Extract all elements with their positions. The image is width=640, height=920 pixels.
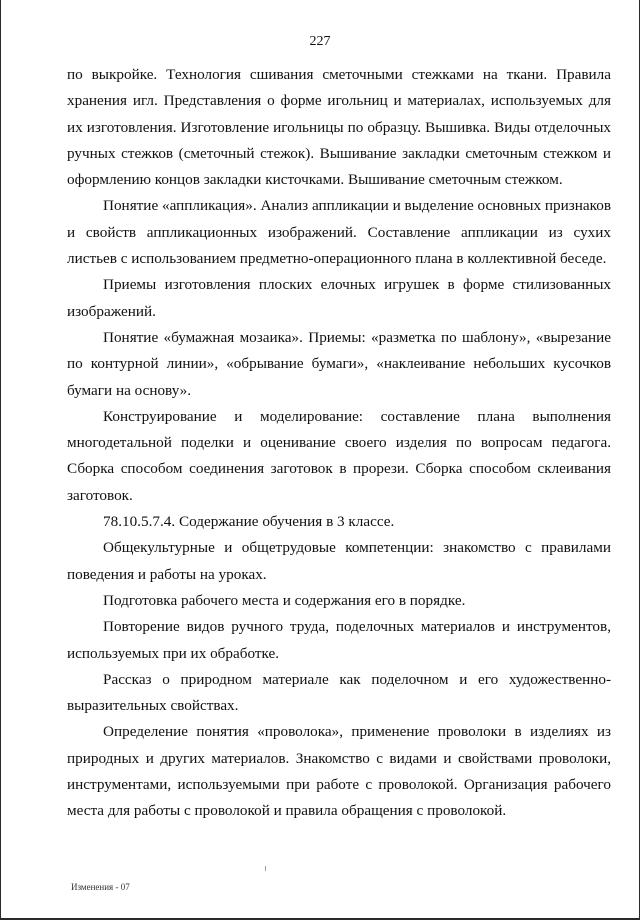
paragraph: Рассказ о природном материале как поделочном и его художественно-выразительных свойствах. <box>67 670 611 715</box>
paragraph: Общекультурные и общетрудовые компетенции: знакомство с правилами поведения и работы на уроках. <box>67 539 611 583</box>
page-number: 227 <box>309 34 331 49</box>
paragraph: по выкройке. Технология сшивания сметочными стежками на ткани. Правила хранения игл. Представления о форме игольниц и материалах, используемых для их изготовления. Изготовление игольницы по образцу. Вышивка. Виды отделочных ручных стежков (сметочный стежок). Вышивание закладки сметочным стежком и оформлению концов закладки кисточками. Вышивание сметочным стежком. <box>67 66 611 189</box>
paragraph: Повторение видов ручного труда, поделочных материалов и инструментов, используемых при их обработке. <box>67 618 611 662</box>
paragraph: Определение понятия «проволока», применение проволоки в изделиях из природных и других материалов. Знакомство с видами и свойствами проволоки, инструментами, используемыми при работе с проволокой. Организация рабочего места для работы с проволокой и правила обращения с проволокой. <box>67 723 611 820</box>
scan-speck <box>265 866 266 871</box>
paragraph: Конструирование и моделирование: составление плана выполнения многодетальной поделки и оценивание своего изделия по вопросам педагога. Сборка способом соединения заготовок в прорези. Сборка способом склеивания заготовок. <box>67 407 611 504</box>
footer-note: Изменения - 07 <box>71 882 130 892</box>
paragraph: Понятие «аппликация». Анализ аппликации и выделение основных признаков и свойств аппликационных изображений. Составление аппликации из сухих листьев с использованием предметно-операционного плана в коллективной беседе. <box>67 197 611 268</box>
body-text <box>67 62 611 825</box>
paragraph: Понятие «бумажная мозаика». Приемы: «разметка по шаблону», «вырезание по контурной линии», «обрывание бумаги», «наклеивание небольших кусочков бумаги на основу». <box>67 328 611 399</box>
paragraph: Приемы изготовления плоских елочных игрушек в форме стилизованных изображений. <box>67 276 611 320</box>
section-heading: 78.10.5.7.4. Содержание обучения в 3 классе. <box>103 513 395 531</box>
paragraph: Подготовка рабочего места и содержания его в порядке. <box>103 591 466 609</box>
